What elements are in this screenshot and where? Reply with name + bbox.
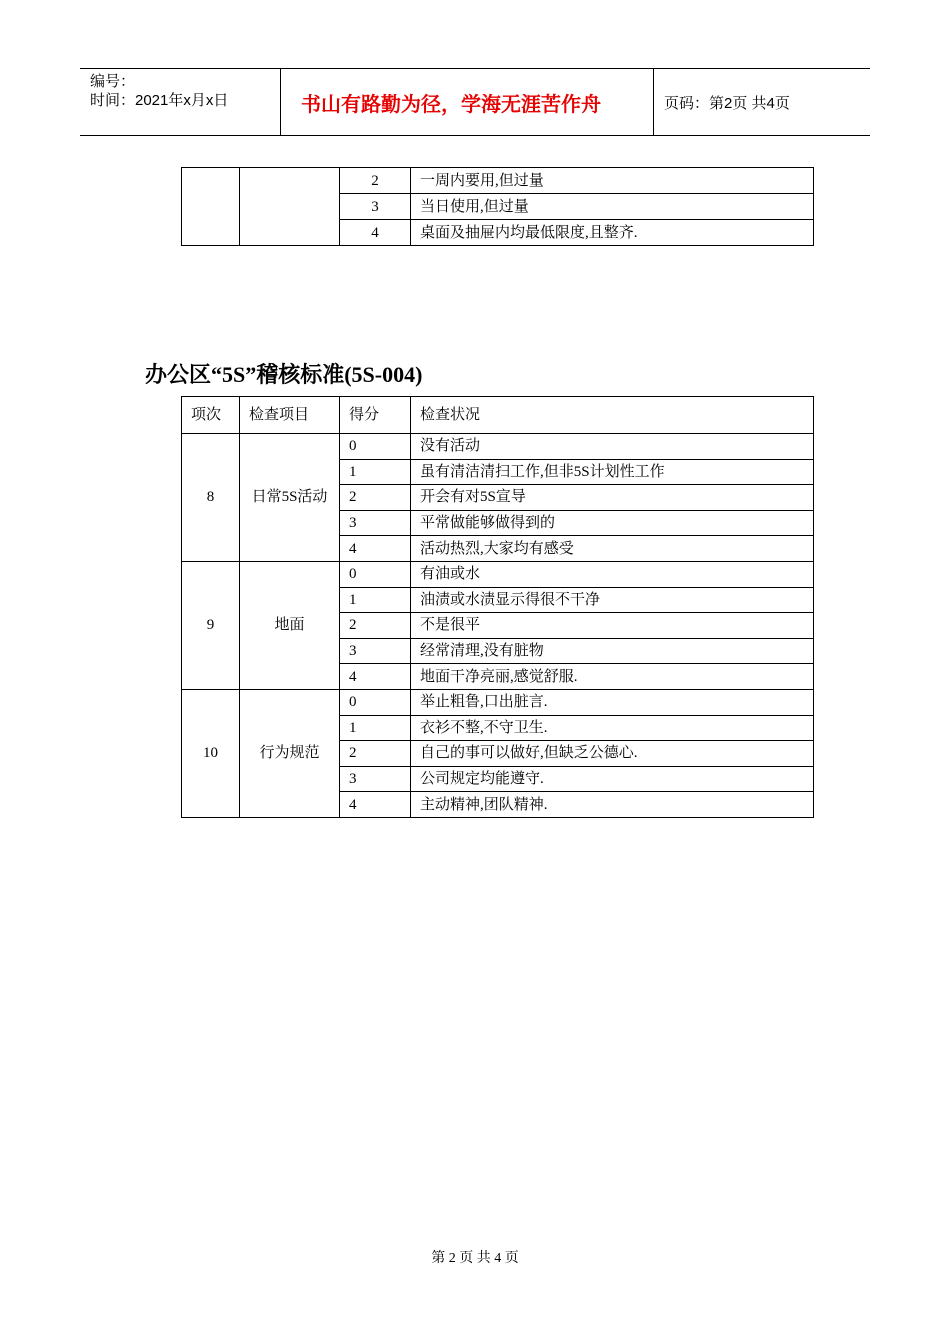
score-cell: 4 [340,536,411,562]
status-cell: 衣衫不整,不守卫生. [411,715,814,741]
score-cell: 4 [340,792,411,818]
score-cell: 1 [340,587,411,613]
status-cell: 主动精神,团队精神. [411,792,814,818]
status-cell: 油渍或水渍显示得很不干净 [411,587,814,613]
score-cell: 1 [340,459,411,485]
score-cell: 4 [340,664,411,690]
table-header-row [182,397,814,434]
header-status: 检查状况 [411,397,814,434]
score-cell: 2 [340,741,411,767]
audit-table [181,396,814,818]
empty-cell [182,168,240,246]
status-cell: 经常清理,没有脏物 [411,638,814,664]
header-meta [80,69,281,135]
status-cell: 当日使用,但过量 [411,194,814,220]
page-header [80,68,870,136]
check-item-cell: 地面 [240,561,340,689]
header-item: 检查项目 [240,397,340,434]
score-cell: 4 [340,220,411,246]
status-cell: 自己的事可以做好,但缺乏公德心. [411,741,814,767]
score-cell: 2 [340,168,411,194]
table-row [182,434,814,460]
score-cell: 0 [340,434,411,460]
status-cell: 公司规定均能遵守. [411,766,814,792]
section-title: 办公区“5S”稽核标准(5S-004) [145,362,423,387]
status-cell: 平常做能够做得到的 [411,510,814,536]
number-label: 编号： [90,73,136,90]
status-cell: 举止粗鲁,口出脏言. [411,689,814,715]
score-cell: 3 [340,638,411,664]
item-number-cell: 10 [182,689,240,817]
score-cell: 1 [340,715,411,741]
score-cell: 2 [340,485,411,511]
score-cell: 0 [340,689,411,715]
header-score: 得分 [340,397,411,434]
table-row [182,689,814,715]
item-number-cell: 8 [182,434,240,562]
score-cell: 3 [340,510,411,536]
status-cell: 桌面及抽屉内均最低限度,且整齐. [411,220,814,246]
header-motto: 书山有路勤为径，学海无涯苦作舟 [281,69,654,135]
table-row [182,561,814,587]
score-cell: 2 [340,613,411,639]
score-cell: 3 [340,194,411,220]
score-cell: 3 [340,766,411,792]
status-cell: 一周内要用,但过量 [411,168,814,194]
status-cell: 有油或水 [411,561,814,587]
status-cell: 地面干净亮丽,感觉舒服. [411,664,814,690]
page-footer: 第 2 页 共 4 页 [431,1251,519,1266]
item-number-cell: 9 [182,561,240,689]
check-item-cell: 日常5S活动 [240,434,340,562]
continued-table [181,167,814,246]
date-label: 时间：2021年x月x日 [90,92,229,109]
status-cell: 没有活动 [411,434,814,460]
status-cell: 不是很平 [411,613,814,639]
status-cell: 虽有清洁清扫工作,但非5S计划性工作 [411,459,814,485]
table-row [182,168,814,194]
status-cell: 活动热烈,大家均有感受 [411,536,814,562]
status-cell: 开会有对5S宣导 [411,485,814,511]
check-item-cell: 行为规范 [240,689,340,817]
score-cell: 0 [340,561,411,587]
empty-cell [240,168,340,246]
header-no: 项次 [182,397,240,434]
header-page-info: 页码：第2页 共4页 [664,94,790,112]
